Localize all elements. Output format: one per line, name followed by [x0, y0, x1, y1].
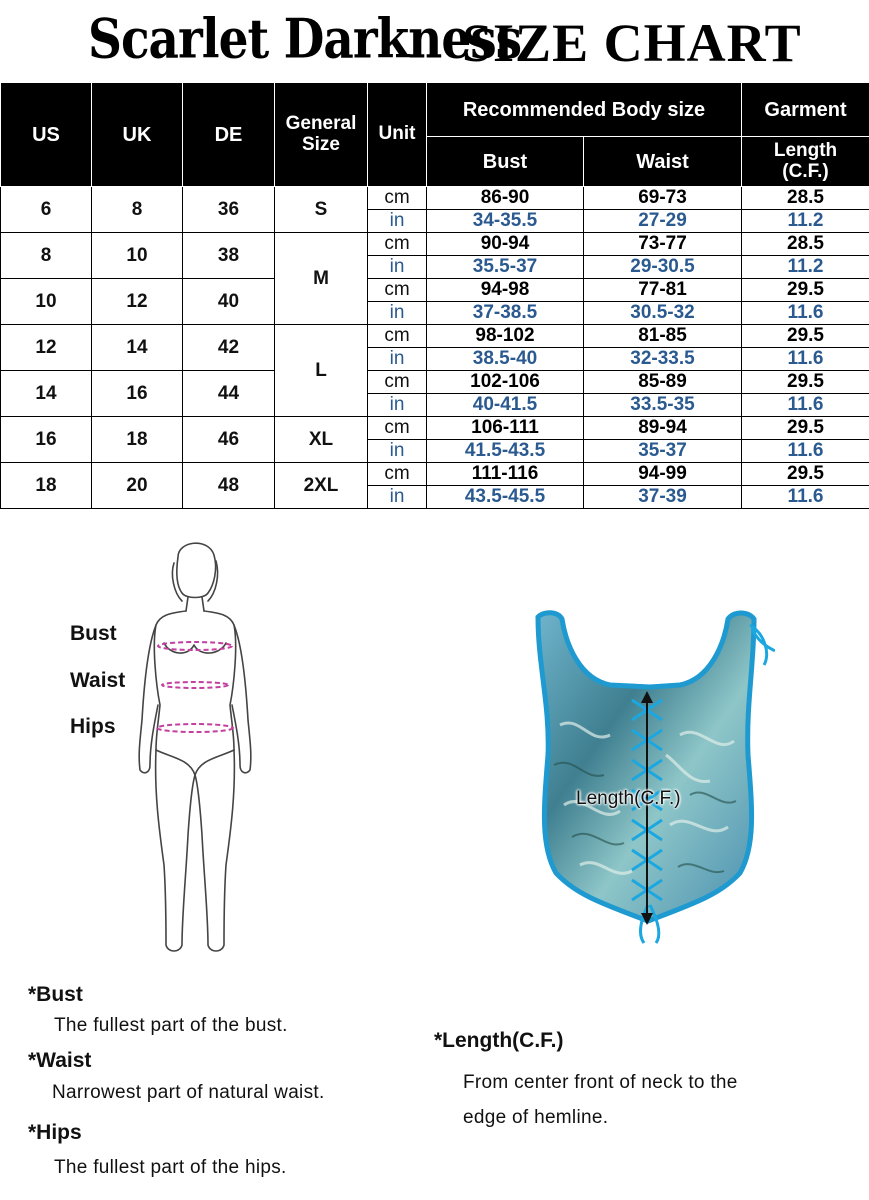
cell-length: 11.6: [742, 486, 869, 509]
cell-bust: 41.5-43.5: [427, 440, 584, 463]
cell-us: 14: [1, 371, 92, 417]
cell-uk: 12: [92, 279, 183, 325]
cell-unit: cm: [368, 325, 427, 348]
cell-unit: in: [368, 210, 427, 233]
cell-length: 29.5: [742, 371, 869, 394]
cell-us: 6: [1, 187, 92, 233]
header-length: Length (C.F.): [742, 137, 869, 187]
header-garment: Garment: [742, 83, 869, 137]
cell-waist: 85-89: [584, 371, 742, 394]
cell-length: 29.5: [742, 463, 869, 486]
cell-uk: 14: [92, 325, 183, 371]
cell-waist: 32-33.5: [584, 348, 742, 371]
table-row: [1, 463, 869, 486]
definition-waist-title: *Waist: [28, 1049, 92, 1072]
page-title: SIZE CHART: [462, 13, 802, 73]
corset-garment-image: [520, 605, 775, 945]
cell-unit: in: [368, 486, 427, 509]
cell-bust: 38.5-40: [427, 348, 584, 371]
cell-unit: in: [368, 394, 427, 417]
cell-unit: cm: [368, 187, 427, 210]
cell-waist: 94-99: [584, 463, 742, 486]
header-de: DE: [183, 83, 275, 187]
cell-general-size: M: [275, 233, 368, 325]
cell-de: 40: [183, 279, 275, 325]
cell-unit: in: [368, 302, 427, 325]
cell-waist: 33.5-35: [584, 394, 742, 417]
cell-waist: 27-29: [584, 210, 742, 233]
garment-length-label: Length(C.F.): [576, 788, 681, 809]
cell-bust: 102-106: [427, 371, 584, 394]
definition-length-text-1: From center front of neck to the: [463, 1072, 738, 1093]
cell-de: 46: [183, 417, 275, 463]
cell-uk: 8: [92, 187, 183, 233]
table-row: [1, 279, 869, 302]
cell-waist: 73-77: [584, 233, 742, 256]
cell-uk: 10: [92, 233, 183, 279]
cell-de: 42: [183, 325, 275, 371]
cell-unit: in: [368, 348, 427, 371]
cell-us: 12: [1, 325, 92, 371]
cell-bust: 94-98: [427, 279, 584, 302]
cell-length: 11.6: [742, 348, 869, 371]
cell-bust: 35.5-37: [427, 256, 584, 279]
cell-de: 44: [183, 371, 275, 417]
cell-us: 8: [1, 233, 92, 279]
brand-logo: Scarlet Darkness: [88, 7, 522, 72]
cell-general-size: 2XL: [275, 463, 368, 509]
size-chart-table: [0, 82, 869, 509]
cell-bust: 111-116: [427, 463, 584, 486]
body-outline-figure: [130, 535, 260, 960]
cell-bust: 40-41.5: [427, 394, 584, 417]
cell-waist: 37-39: [584, 486, 742, 509]
cell-bust: 43.5-45.5: [427, 486, 584, 509]
cell-uk: 16: [92, 371, 183, 417]
definition-hips-title: *Hips: [28, 1121, 82, 1144]
definition-bust-text: The fullest part of the bust.: [54, 1015, 288, 1036]
cell-unit: cm: [368, 233, 427, 256]
table-row: [1, 233, 869, 256]
header-general-size: General Size: [275, 83, 368, 187]
header-uk: UK: [92, 83, 183, 187]
definition-waist-text: Narrowest part of natural waist.: [52, 1082, 325, 1103]
cell-unit: cm: [368, 463, 427, 486]
definition-hips-text: The fullest part of the hips.: [54, 1157, 287, 1178]
figure-label-bust: Bust: [70, 622, 117, 645]
cell-de: 36: [183, 187, 275, 233]
cell-unit: cm: [368, 371, 427, 394]
cell-general-size: XL: [275, 417, 368, 463]
header-bust: Bust: [427, 137, 584, 187]
cell-general-size: L: [275, 325, 368, 417]
cell-uk: 18: [92, 417, 183, 463]
header-waist: Waist: [584, 137, 742, 187]
table-row: [1, 417, 869, 440]
cell-us: 10: [1, 279, 92, 325]
cell-bust: 90-94: [427, 233, 584, 256]
cell-waist: 89-94: [584, 417, 742, 440]
cell-unit: in: [368, 256, 427, 279]
figure-label-waist: Waist: [70, 669, 126, 692]
cell-length: 28.5: [742, 187, 869, 210]
cell-length: 29.5: [742, 279, 869, 302]
cell-bust: 86-90: [427, 187, 584, 210]
cell-us: 16: [1, 417, 92, 463]
cell-us: 18: [1, 463, 92, 509]
cell-unit: cm: [368, 279, 427, 302]
cell-waist: 81-85: [584, 325, 742, 348]
cell-bust: 34-35.5: [427, 210, 584, 233]
cell-length: 11.6: [742, 302, 869, 325]
cell-bust: 37-38.5: [427, 302, 584, 325]
cell-waist: 77-81: [584, 279, 742, 302]
cell-de: 38: [183, 233, 275, 279]
cell-de: 48: [183, 463, 275, 509]
cell-length: 11.6: [742, 440, 869, 463]
header-us: US: [1, 83, 92, 187]
cell-bust: 106-111: [427, 417, 584, 440]
cell-length: 28.5: [742, 233, 869, 256]
table-row: [1, 325, 869, 348]
cell-waist: 69-73: [584, 187, 742, 210]
cell-waist: 29-30.5: [584, 256, 742, 279]
header-recommended: Recommended Body size: [427, 83, 742, 137]
table-row: [1, 371, 869, 394]
cell-length: 11.2: [742, 210, 869, 233]
cell-length: 11.6: [742, 394, 869, 417]
figure-label-hips: Hips: [70, 715, 116, 738]
table-row: [1, 187, 869, 210]
cell-general-size: S: [275, 187, 368, 233]
cell-uk: 20: [92, 463, 183, 509]
cell-bust: 98-102: [427, 325, 584, 348]
cell-waist: 35-37: [584, 440, 742, 463]
cell-unit: in: [368, 440, 427, 463]
cell-unit: cm: [368, 417, 427, 440]
definition-bust-title: *Bust: [28, 983, 83, 1006]
cell-length: 11.2: [742, 256, 869, 279]
cell-length: 29.5: [742, 417, 869, 440]
header-unit: Unit: [368, 83, 427, 187]
cell-waist: 30.5-32: [584, 302, 742, 325]
cell-length: 29.5: [742, 325, 869, 348]
definition-length-text-2: edge of hemline.: [463, 1107, 609, 1128]
definition-length-title: *Length(C.F.): [434, 1029, 564, 1052]
